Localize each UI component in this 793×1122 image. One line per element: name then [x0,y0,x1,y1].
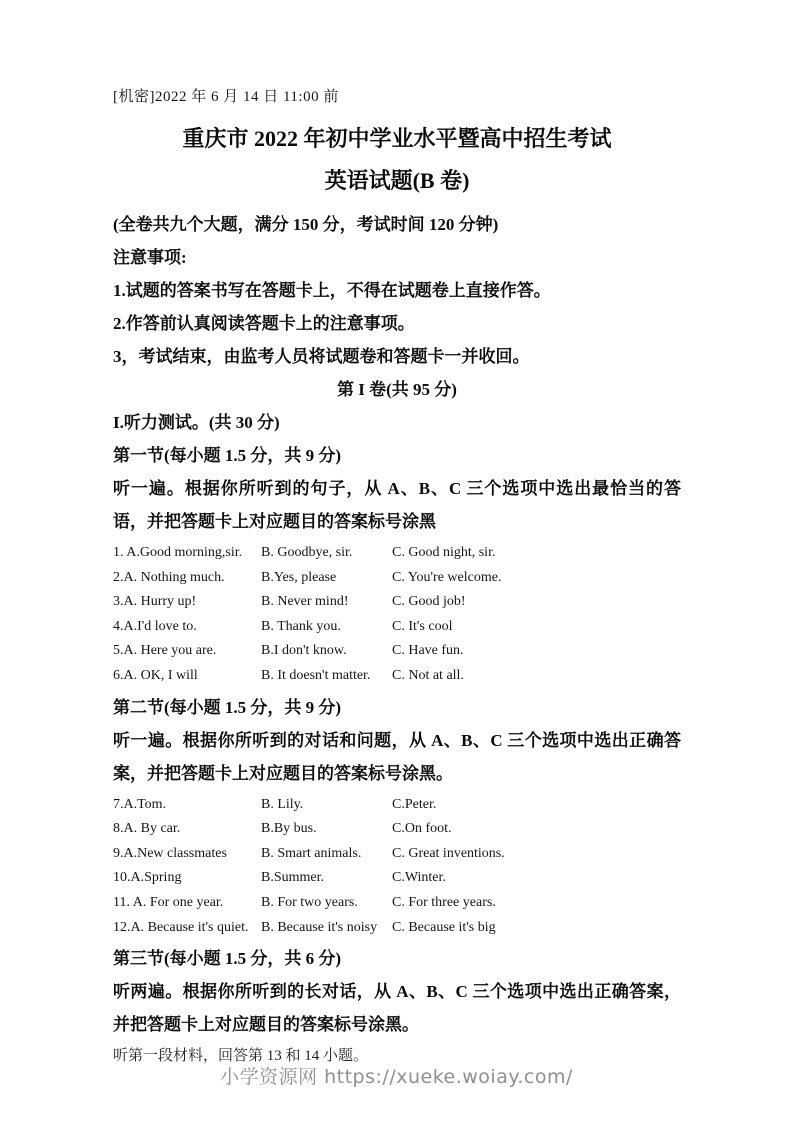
option-c: C. Good job! [392,594,466,610]
page-title: 重庆市 2022 年初中学业水平暨高中招生考试 [182,126,612,151]
exam-info-line: (全卷共九个大题，满分 150 分，考试时间 120 分钟) [113,215,499,234]
option-b: B. Thank you. [261,618,341,634]
option-c: C.Peter. [392,796,437,812]
option-b: B.Yes, please [261,569,337,585]
listening-sections [113,439,681,1041]
option-row [113,664,681,689]
option-a: 3.A. Hurry up! [113,594,197,610]
listening-test-heading: I.听力测试。(共 30 分) [113,413,280,432]
option-c: C.On foot. [392,821,452,837]
part1-heading: 第 I 卷(共 95 分) [337,380,457,399]
option-row [113,639,681,664]
confidential-note: [机密]2022 年 6 月 14 日 11:00 前 [113,89,339,105]
option-a: 6.A. OK, I will [113,667,198,683]
option-c: C. Great inventions. [392,845,505,861]
section-instruction: 听一遍。根据你所听到的对话和问题，从 A、B、C 三个选项中选出正确答案，并把答题卡上对应题目的答案标号涂黑。 [113,730,681,783]
option-a: 4.A.I'd love to. [113,618,197,634]
option-c: C. Because it's big [392,919,496,935]
section-heading: 第三节(每小题 1.5 分，共 6 分) [113,949,342,969]
option-rows [113,793,681,941]
option-a: 11. A. For one year. [113,894,224,910]
option-row [113,541,681,566]
option-a: 9.A.New classmates [113,845,227,861]
notices-heading: 注意事项: [113,248,187,267]
option-b: B. It doesn't matter. [261,667,371,683]
section-heading: 第一节(每小题 1.5 分，共 9 分) [113,446,342,465]
option-row [113,615,681,640]
option-row [113,566,681,591]
option-c: C. Good night, sir. [392,545,496,560]
option-a: 2.A. Nothing much. [113,569,225,585]
option-b: B. Lily. [261,796,304,812]
listening-section [113,942,681,1041]
option-row [113,916,681,941]
option-b: B. Goodbye, sir. [261,545,353,560]
option-b: B. Smart animals. [261,845,362,861]
option-b: B. For two years. [261,894,358,910]
option-c: C. Have fun. [392,643,464,659]
option-b: B. Never mind! [261,594,349,610]
option-c: C. You're welcome. [392,569,502,585]
option-row [113,793,681,818]
option-c: C. It's cool [392,618,453,634]
option-row [113,891,681,916]
option-a: 5.A. Here you are. [113,643,217,659]
option-b: B. Because it's noisy [261,919,378,935]
option-a: 10.A.Spring [113,870,182,886]
page-subtitle: 英语试题(B 卷) [324,168,470,193]
option-b: B.Summer. [261,870,325,886]
section-instruction: 听一遍。根据你所听到的句子，从 A、B、C 三个选项中选出最恰当的答语，并把答题卡上对应题目的答案标号涂黑 [113,479,681,531]
option-c: C. Not at all. [392,667,464,683]
section-heading: 第二节(每小题 1.5 分，共 9 分) [113,697,342,717]
option-a: 12.A. Because it's quiet. [113,919,249,935]
option-rows [113,541,681,689]
option-row [113,866,681,891]
option-row [113,590,681,615]
option-a: 1. A.Good morning,sir. [113,545,243,560]
listening-section [113,691,681,941]
option-a: 8.A. By car. [113,821,181,837]
option-a: 7.A.Tom. [113,796,167,812]
notice-item-1: 1.试题的答案书写在答题卡上，不得在试题卷上直接作答。 [113,281,551,300]
option-row [113,817,681,842]
option-c: C.Winter. [392,870,446,886]
option-c: C. For three years. [392,894,496,910]
option-row [113,842,681,867]
listening-section [113,439,681,689]
option-b: B.I don't know. [261,643,347,659]
option-b: B.By bus. [261,821,317,837]
notice-item-3: 3，考试结束，由监考人员将试题卷和答题卡一并收回。 [113,347,530,366]
notice-item-2: 2.作答前认真阅读答题卡上的注意事项。 [113,314,415,333]
material-note: 听第一段材料，回答第 13 和 14 小题。 [113,1048,369,1065]
section-instruction: 听两遍。根据你所听到的长对话，从 A、B、C 三个选项中选出正确答案，并把答题卡上对应题目的答案标号涂黑。 [113,982,681,1035]
footer-watermark: 小学资源网 https://xueke.woiay.com/ [220,1066,573,1088]
